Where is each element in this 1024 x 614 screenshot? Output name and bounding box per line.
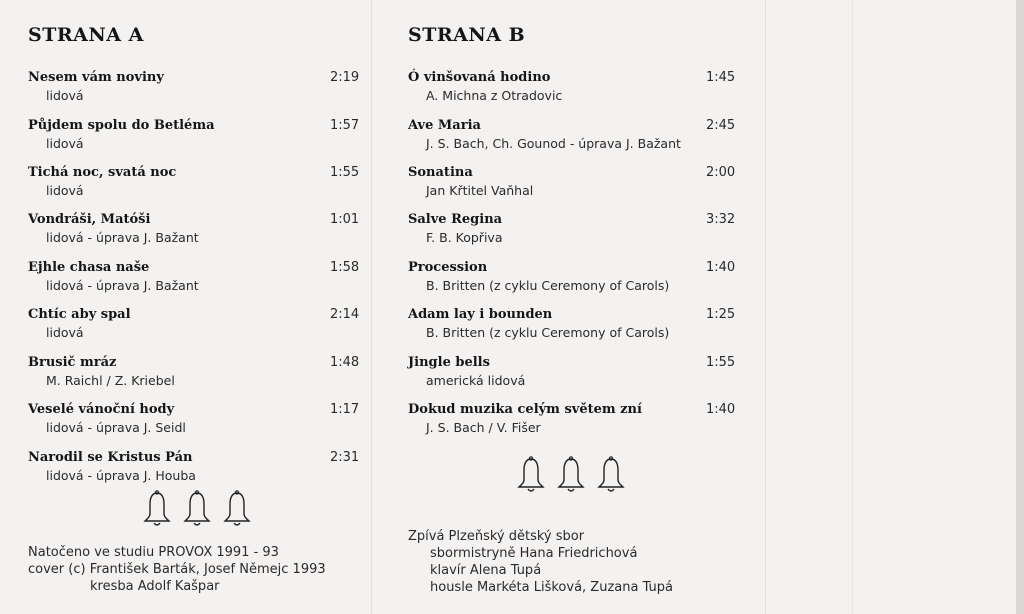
performer-credits <box>408 528 673 596</box>
track-item <box>408 402 738 442</box>
recording-credits <box>28 544 326 595</box>
track-author: lidová - úprava J. Bažant <box>46 278 199 293</box>
bells-illustration <box>142 490 252 530</box>
side-a-title: STRANA A <box>28 24 144 46</box>
credit-line: klavír Alena Tupá <box>430 563 542 578</box>
track-author: J. S. Bach / V. Fišer <box>426 420 541 435</box>
track-title: Sonatina <box>408 165 473 180</box>
track-title: Tichá noc, svatá noc <box>28 165 177 180</box>
track-duration: 1:01 <box>330 212 360 227</box>
track-title: Veselé vánoční hody <box>28 402 175 417</box>
track-item <box>28 402 363 442</box>
track-author: americká lidová <box>426 373 526 388</box>
track-item <box>28 355 363 395</box>
track-title: Nesem vám noviny <box>28 70 164 85</box>
track-item <box>28 165 363 205</box>
bell-icon <box>142 490 172 530</box>
credit-line: housle Markéta Lišková, Zuzana Tupá <box>430 580 674 595</box>
track-author: J. S. Bach, Ch. Gounod - úprava J. Bažant <box>426 136 681 151</box>
bell-icon <box>222 490 252 530</box>
track-author: A. Michna z Otradovic <box>426 88 563 103</box>
track-duration: 1:55 <box>706 355 736 370</box>
track-title: Chtíc aby spal <box>28 307 131 322</box>
bell-icon <box>596 456 626 496</box>
track-item <box>28 70 363 110</box>
track-title: Brusič mráz <box>28 355 117 370</box>
paper-edge <box>1016 0 1024 614</box>
track-author: M. Raichl / Z. Kriebel <box>46 373 175 388</box>
track-item <box>28 450 363 490</box>
bells-illustration <box>516 456 626 496</box>
track-title: Narodil se Kristus Pán <box>28 450 193 465</box>
track-title: Ó vinšovaná hodino <box>408 70 551 85</box>
track-item <box>28 118 363 158</box>
track-item <box>408 260 738 300</box>
track-title: Adam lay i bounden <box>408 307 553 322</box>
track-item <box>408 165 738 205</box>
track-duration: 1:45 <box>706 70 736 85</box>
track-duration: 2:19 <box>330 70 360 85</box>
track-duration: 2:00 <box>706 165 736 180</box>
credit-line: Zpívá Plzeňský dětský sbor <box>408 529 585 544</box>
bell-icon <box>556 456 586 496</box>
track-author: lidová - úprava J. Seidl <box>46 420 186 435</box>
track-duration: 2:45 <box>706 118 736 133</box>
track-item <box>28 212 363 252</box>
track-duration: 1:25 <box>706 307 736 322</box>
track-title: Dokud muzika celým světem zní <box>408 402 642 417</box>
track-duration: 1:40 <box>706 260 736 275</box>
track-title: Salve Regina <box>408 212 503 227</box>
track-title: Půjdem spolu do Betléma <box>28 118 215 133</box>
fold-line <box>852 0 853 614</box>
track-item <box>408 307 738 347</box>
track-author: lidová - úprava J. Houba <box>46 468 196 483</box>
track-duration: 3:32 <box>706 212 736 227</box>
track-item <box>408 118 738 158</box>
track-author: lidová <box>46 183 84 198</box>
bell-icon <box>516 456 546 496</box>
track-author: Jan Křtitel Vaňhal <box>426 183 534 198</box>
track-duration: 2:14 <box>330 307 360 322</box>
track-item <box>408 70 738 110</box>
track-title: Vondráši, Matóši <box>28 212 151 227</box>
track-duration: 1:17 <box>330 402 360 417</box>
track-item <box>408 212 738 252</box>
track-title: Procession <box>408 260 488 275</box>
track-title: Ejhle chasa naše <box>28 260 150 275</box>
track-duration: 1:48 <box>330 355 360 370</box>
credit-line: Natočeno ve studiu PROVOX 1991 - 93 <box>28 545 279 560</box>
credit-line: kresba Adolf Kašpar <box>90 579 220 594</box>
track-title: Ave Maria <box>408 118 481 133</box>
credit-line: cover (c) František Barták, Josef Němejc 1993 <box>28 562 326 577</box>
track-title: Jingle bells <box>408 355 490 370</box>
track-duration: 1:58 <box>330 260 360 275</box>
track-duration: 1:57 <box>330 118 360 133</box>
track-author: B. Britten (z cyklu Ceremony of Carols) <box>426 325 670 340</box>
track-item <box>28 307 363 347</box>
track-author: lidová <box>46 325 84 340</box>
fold-line <box>371 0 372 614</box>
track-item <box>28 260 363 300</box>
side-b-title: STRANA B <box>408 24 526 46</box>
track-author: F. B. Kopřiva <box>426 230 503 245</box>
track-duration: 2:31 <box>330 450 360 465</box>
credit-line: sbormistryně Hana Friedrichová <box>430 546 638 561</box>
track-item <box>408 355 738 395</box>
bell-icon <box>182 490 212 530</box>
track-duration: 1:55 <box>330 165 360 180</box>
track-duration: 1:40 <box>706 402 736 417</box>
track-author: lidová <box>46 136 84 151</box>
track-author: lidová - úprava J. Bažant <box>46 230 199 245</box>
track-author: lidová <box>46 88 84 103</box>
track-author: B. Britten (z cyklu Ceremony of Carols) <box>426 278 670 293</box>
fold-line <box>765 0 766 614</box>
